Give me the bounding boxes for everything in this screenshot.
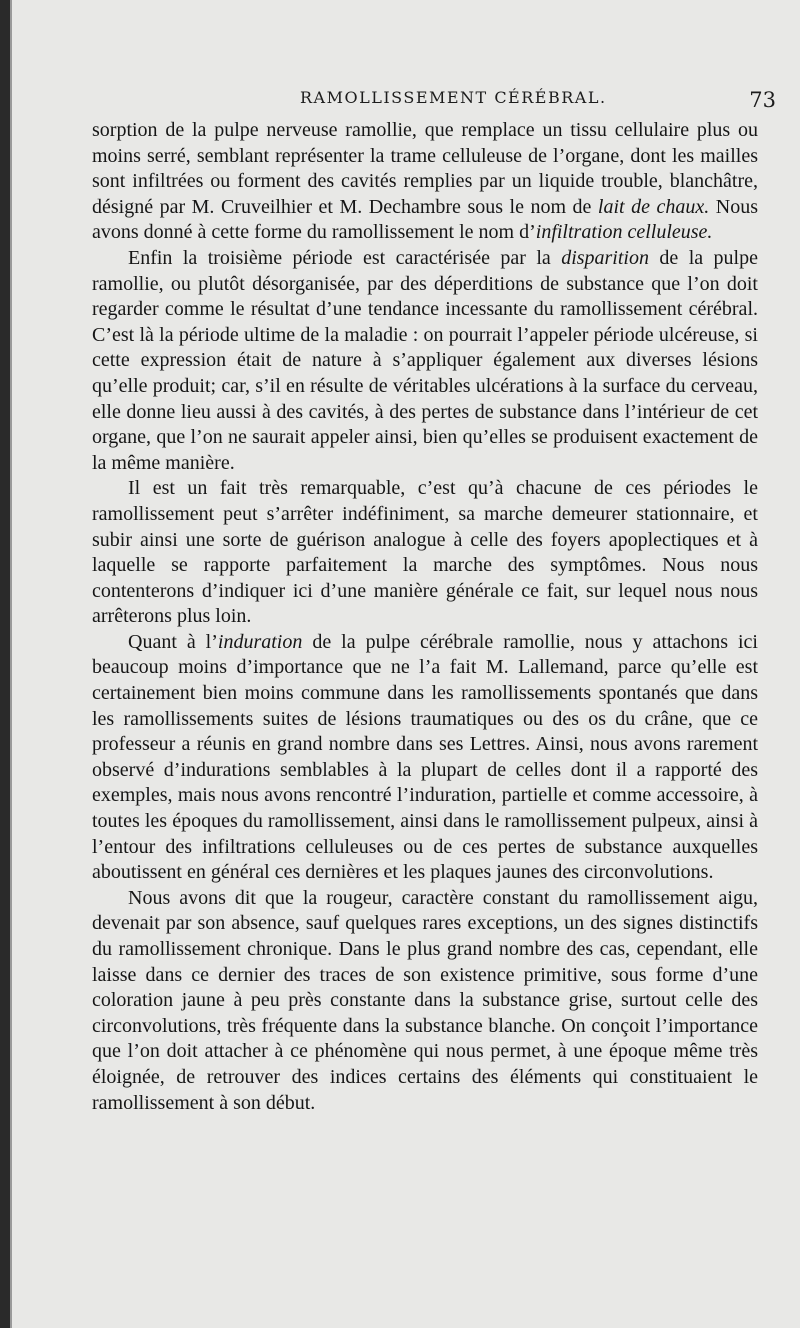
paragraph-3-text-1: Il est un fait très remarquable, c’est qu’à chacune de ces périodes le ramollissement peut s’arrêter indéfiniment, sa marche demeurer stationnaire, et subir ainsi une sorte de guérison analogue à celle des foyers apoplectiques et à laquelle se rapporte parfaitement la marche des symptômes. Nous nous contenterons d’indiquer ici d’une manière générale ce fait, sur lequel nous nous arrêterons plus loin. xyxy=(92,477,758,628)
paragraph-1-text-2: Nous avons donné à cette forme du ramollissement le nom d’ xyxy=(92,195,758,244)
paragraph-2-text-1: Enfin la troisième période est caractérisée par la xyxy=(128,246,562,269)
paragraph-2-italic-disparition: disparition xyxy=(561,246,649,269)
paragraph-5-text-1: Nous avons dit que la rougeur, caractère constant du ramollissement aigu, devenait par son absence, sauf quelques rares exceptions, un des signes distinctifs du ramollissement chronique. Dans le plus grand nombre des cas, cependant, elle laisse dans ce dernier des traces de son existence primitive, sous forme d’une coloration jaune à peu près constante dans la substance grise, surtout celle des circonvolutions, très fréquente dans la substance blanche. On conçoit l’importance que l’on doit attacher à ce phénomène qui nous permet, à une époque même très éloignée, de retrouver des indices certains des éléments qui constituaient le ramollissement à son début. xyxy=(92,886,758,1114)
page-number: 73 xyxy=(749,88,776,112)
page-body xyxy=(92,118,758,1116)
paragraph-4-italic-induration: induration xyxy=(217,630,303,653)
paragraph-3 xyxy=(92,476,758,630)
paragraph-2-text-2: de la pulpe ramollie, ou plutôt désorganisée, par des déperditions de substance que l’on doit regarder comme le résultat d’une tendance incessante du ramollissement cérébral. C’est là la période ultime de la maladie : on pourrait l’appeler période ulcéreuse, si cette expression était de nature à s’appliquer également aux diverses lésions qu’elle produit; car, s’il en résulte de véritables ulcérations à la surface du cerveau, elle donne lieu aussi à des cavités, à des pertes de substance dans l’intérieur de cet organe, que l’on ne saurait appeler ainsi, bien qu’elles se produisent exactement de la même manière. xyxy=(92,246,758,474)
paragraph-4-text-2: de la pulpe cérébrale ramollie, nous y attachons ici beaucoup moins d’importance que ne l’a fait M. Lallemand, parce qu’elle est certainement bien moins commune dans les ramollissements spontanés que dans les ramollissements suites de lésions traumatiques ou des os du crâne, que ce professeur a réunis en grand nombre dans ses Lettres. Ainsi, nous avons rarement observé d’indurations semblables à la plupart de celles dont il a rapporté des exemples, mais nous avons rencontré l’induration, partielle et comme accessoire, à toutes les époques du ramollissement, ainsi dans le ramollissement pulpeux, ainsi à l’entour des infiltrations celluleuses ou de ces pertes de substance auxquelles aboutissent en général ces dernières et les plaques jaunes des circonvolutions. xyxy=(92,630,758,884)
paragraph-4 xyxy=(92,630,758,886)
book-page xyxy=(10,0,800,1328)
paragraph-4-text-1: Quant à l’ xyxy=(128,630,218,653)
paragraph-2 xyxy=(92,246,758,476)
paragraph-1-italic-infiltration: infiltration celluleuse. xyxy=(535,221,713,244)
paragraph-1-italic-lait-de-chaux: lait de chaux. xyxy=(597,195,710,218)
page-header xyxy=(12,86,800,110)
paragraph-1-text-1: sorption de la pulpe nerveuse ramollie, que remplace un tissu cellulaire plus ou moins serré, semblant représenter la trame celluleuse de l’organe, dont les mailles sont infiltrées ou forment des cavités remplies par un liquide trouble, blanchâtre, désigné par M. Cruveilhier et M. Dechambre sous le nom de xyxy=(92,119,758,218)
running-title: RAMOLLISSEMENT CÉRÉBRAL. xyxy=(300,88,607,107)
paragraph-1 xyxy=(92,118,758,246)
paragraph-5 xyxy=(92,886,758,1116)
